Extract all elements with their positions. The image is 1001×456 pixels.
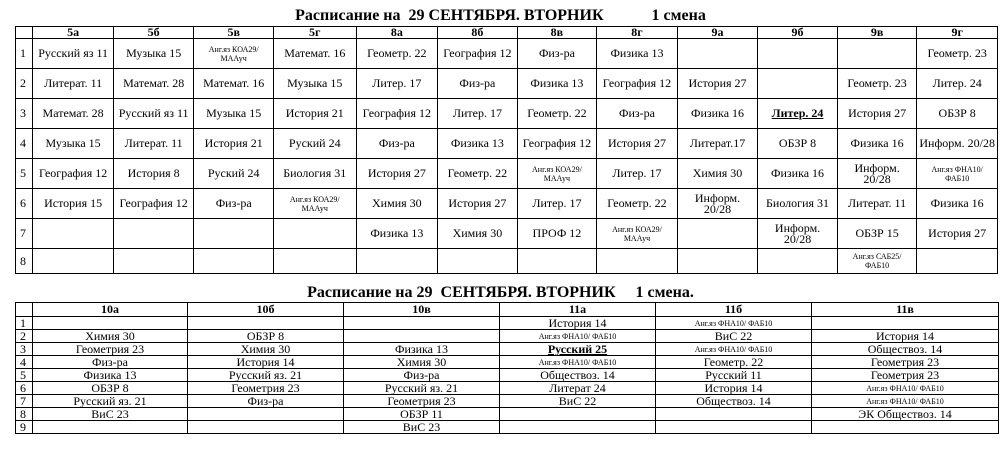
lesson-cell: История 21 — [273, 99, 356, 129]
lesson-cell: Анг.яз ФНА10/ ФАБ10 — [917, 159, 998, 189]
lesson-number: 4 — [16, 356, 33, 369]
lesson-cell: Русский яз. 21 — [33, 395, 188, 408]
lesson-cell: Русский яз. 21 — [344, 382, 500, 395]
lesson-cell: Литер. 17 — [517, 189, 597, 219]
lesson-cell: Литерат.17 — [677, 129, 758, 159]
class-header: 9б — [758, 27, 838, 39]
lesson-cell: ВиС 22 — [500, 395, 656, 408]
class-header: 9в — [837, 27, 917, 39]
lesson-cell: Русский 25 — [500, 343, 656, 356]
lesson-cell: История 27 — [917, 219, 998, 249]
lesson-cell: Физика 16 — [837, 129, 917, 159]
lesson-number: 7 — [16, 219, 33, 249]
table-row — [16, 382, 999, 395]
lesson-cell: История 14 — [188, 356, 344, 369]
table-row — [16, 99, 998, 129]
lesson-cell: История 14 — [812, 330, 999, 343]
lesson-cell: История 27 — [356, 159, 438, 189]
table-row — [16, 159, 998, 189]
lesson-cell: Геометрия 23 — [812, 369, 999, 382]
lesson-cell: Анг.яз САБ25/ ФАБ10 — [837, 249, 917, 274]
lesson-cell — [344, 317, 500, 330]
schedule-table-1 — [15, 26, 998, 274]
lesson-cell — [500, 408, 656, 421]
lesson-number: 5 — [16, 159, 33, 189]
lesson-cell: Анг.яз ФНА10/ ФАБ10 — [500, 330, 656, 343]
class-header: 11а — [500, 303, 656, 317]
lesson-cell: Геометр. 22 — [438, 159, 518, 189]
lesson-cell: География 12 — [597, 69, 678, 99]
lesson-cell: Обществоз. 14 — [656, 395, 812, 408]
lesson-cell — [812, 421, 999, 434]
table-row — [16, 395, 999, 408]
table-row — [16, 39, 998, 69]
lesson-cell: Физика 13 — [597, 39, 678, 69]
schedule-table-2 — [15, 302, 999, 434]
lesson-cell: Анг.яз ФНА10/ ФАБ10 — [656, 317, 812, 330]
lesson-cell: ОБЗР 8 — [917, 99, 998, 129]
lesson-cell: Обществоз. 14 — [500, 369, 656, 382]
lesson-cell: Информ. 20/28 — [917, 129, 998, 159]
lesson-cell: Руский 24 — [273, 129, 356, 159]
lesson-cell — [188, 317, 344, 330]
lesson-cell: Анг.яз КОА29/ МААуч — [194, 39, 274, 69]
class-header: 5а — [33, 27, 114, 39]
class-header: 10в — [344, 303, 500, 317]
header-corner — [16, 303, 33, 317]
lesson-cell: Литерат. 11 — [113, 129, 194, 159]
lesson-cell: Геометрия 23 — [188, 382, 344, 395]
lesson-number: 1 — [16, 317, 33, 330]
lesson-cell: История 27 — [677, 69, 758, 99]
lesson-number: 2 — [16, 330, 33, 343]
lesson-cell — [273, 249, 356, 274]
class-header: 11в — [812, 303, 999, 317]
lesson-cell: Физ-ра — [356, 129, 438, 159]
lesson-cell: Математ. 16 — [273, 39, 356, 69]
lesson-cell: Физика 13 — [438, 129, 518, 159]
lesson-cell: Физ-ра — [194, 189, 274, 219]
lesson-cell: География 12 — [517, 129, 597, 159]
lesson-cell: Физика 13 — [344, 343, 500, 356]
lesson-cell: Физ-ра — [33, 356, 188, 369]
lesson-number: 1 — [16, 39, 33, 69]
lesson-cell: ОБЗР 15 — [837, 219, 917, 249]
table-row — [16, 129, 998, 159]
lesson-cell: География 12 — [438, 39, 518, 69]
table-row — [16, 219, 998, 249]
lesson-cell: Музыка 15 — [33, 129, 114, 159]
lesson-cell: ВиС 23 — [33, 408, 188, 421]
lesson-cell: Геометр. 22 — [597, 189, 678, 219]
lesson-cell: Физика 16 — [917, 189, 998, 219]
lesson-cell: Геометр. 22 — [656, 356, 812, 369]
lesson-cell: История 15 — [33, 189, 114, 219]
lesson-cell: ВиС 23 — [344, 421, 500, 434]
lesson-cell: Анг.яз КОА29/ МААуч — [597, 219, 678, 249]
lesson-cell — [113, 219, 194, 249]
lesson-cell: Русский 11 — [656, 369, 812, 382]
lesson-cell — [656, 408, 812, 421]
lesson-cell: Геометрия 23 — [33, 343, 188, 356]
lesson-cell: Анг.яз КОА29/ МААуч — [273, 189, 356, 219]
lesson-cell: Геометрия 23 — [812, 356, 999, 369]
lesson-cell: Физ-ра — [344, 369, 500, 382]
lesson-cell: Информ. 20/28 — [758, 219, 838, 249]
lesson-cell: География 12 — [113, 189, 194, 219]
lesson-cell: Анг.яз ФНА10/ ФАБ10 — [656, 343, 812, 356]
lesson-number: 8 — [16, 249, 33, 274]
table-row — [16, 317, 999, 330]
lesson-cell: Физика 13 — [517, 69, 597, 99]
lesson-cell: Физика 13 — [356, 219, 438, 249]
lesson-cell — [356, 249, 438, 274]
table-row — [16, 330, 999, 343]
class-header: 8в — [517, 27, 597, 39]
lesson-number: 4 — [16, 129, 33, 159]
lesson-cell — [438, 249, 518, 274]
header-row — [16, 303, 999, 317]
header-row — [16, 27, 998, 39]
header-corner — [16, 27, 33, 39]
lesson-cell: Информ. 20/28 — [837, 159, 917, 189]
lesson-cell: Химия 30 — [356, 189, 438, 219]
lesson-cell: Литер. 17 — [438, 99, 518, 129]
lesson-cell: Литер. 24 — [917, 69, 998, 99]
class-header: 9а — [677, 27, 758, 39]
lesson-cell — [33, 249, 114, 274]
lesson-cell: Физика 16 — [677, 99, 758, 129]
lesson-cell — [677, 39, 758, 69]
lesson-cell: География 12 — [356, 99, 438, 129]
lesson-cell: Геометр. 22 — [356, 39, 438, 69]
lesson-cell: Физ-ра — [438, 69, 518, 99]
lesson-cell: Анг.яз ФНА10/ ФАБ10 — [500, 356, 656, 369]
lesson-cell: История 27 — [597, 129, 678, 159]
lesson-cell — [758, 69, 838, 99]
lesson-cell — [597, 249, 678, 274]
lesson-cell: Литерат. 11 — [33, 69, 114, 99]
lesson-cell — [917, 249, 998, 274]
lesson-cell: География 12 — [33, 159, 114, 189]
class-header: 10б — [188, 303, 344, 317]
lesson-cell: Физ-ра — [597, 99, 678, 129]
lesson-cell — [812, 317, 999, 330]
lesson-cell — [194, 219, 274, 249]
lesson-cell: Физ-ра — [188, 395, 344, 408]
lesson-cell — [33, 317, 188, 330]
class-header: 8б — [438, 27, 518, 39]
lesson-cell: Биология 31 — [758, 189, 838, 219]
lesson-cell: Анг.яз ФНА10/ ФАБ10 — [812, 395, 999, 408]
lesson-cell — [33, 421, 188, 434]
table-row — [16, 421, 999, 434]
lesson-cell: Геометр. 23 — [837, 69, 917, 99]
lesson-cell: Физ-ра — [517, 39, 597, 69]
lesson-cell — [677, 219, 758, 249]
table-row — [16, 356, 999, 369]
lesson-cell: История 14 — [656, 382, 812, 395]
lesson-cell — [194, 249, 274, 274]
lesson-cell: История 27 — [438, 189, 518, 219]
lesson-number: 2 — [16, 69, 33, 99]
lesson-cell: История 27 — [837, 99, 917, 129]
lesson-number: 6 — [16, 189, 33, 219]
lesson-cell: ВиС 22 — [656, 330, 812, 343]
lesson-cell: ОБЗР 8 — [33, 382, 188, 395]
lesson-cell: Физика 13 — [33, 369, 188, 382]
lesson-cell: Обществоз. 14 — [812, 343, 999, 356]
lesson-cell — [656, 421, 812, 434]
lesson-cell: Математ. 16 — [194, 69, 274, 99]
lesson-cell — [758, 39, 838, 69]
lesson-cell — [188, 408, 344, 421]
lesson-number: 9 — [16, 421, 33, 434]
lesson-number: 3 — [16, 99, 33, 129]
lesson-cell: Литер. 24 — [758, 99, 838, 129]
lesson-cell: Биология 31 — [273, 159, 356, 189]
lesson-cell: Физика 16 — [758, 159, 838, 189]
class-header: 9г — [917, 27, 998, 39]
lesson-cell: История 21 — [194, 129, 274, 159]
table-row — [16, 69, 998, 99]
lesson-cell: Химия 30 — [344, 356, 500, 369]
table-row — [16, 189, 998, 219]
lesson-cell: Анг.яз ФНА10/ ФАБ10 — [812, 382, 999, 395]
lesson-cell: ОБЗР 8 — [188, 330, 344, 343]
lesson-cell: История 14 — [500, 317, 656, 330]
lesson-cell: Геометр. 23 — [917, 39, 998, 69]
lesson-cell — [500, 421, 656, 434]
lesson-cell: Химия 30 — [438, 219, 518, 249]
lesson-cell: ОБЗР 8 — [758, 129, 838, 159]
lesson-cell: ПРОФ 12 — [517, 219, 597, 249]
lesson-cell — [113, 249, 194, 274]
lesson-number: 3 — [16, 343, 33, 356]
lesson-cell: Музыка 15 — [194, 99, 274, 129]
lesson-cell: Математ. 28 — [113, 69, 194, 99]
lesson-number: 8 — [16, 408, 33, 421]
lesson-cell: Химия 30 — [33, 330, 188, 343]
lesson-cell — [188, 421, 344, 434]
lesson-cell: Литерат. 11 — [837, 189, 917, 219]
lesson-cell — [273, 219, 356, 249]
lesson-cell: Русский яз 11 — [113, 99, 194, 129]
class-header: 8а — [356, 27, 438, 39]
lesson-cell — [677, 249, 758, 274]
lesson-cell — [344, 330, 500, 343]
lesson-cell: История 8 — [113, 159, 194, 189]
lesson-cell: Руский 24 — [194, 159, 274, 189]
lesson-cell: Русский яз 11 — [33, 39, 114, 69]
lesson-cell: Музыка 15 — [273, 69, 356, 99]
lesson-cell: ЭК Обществоз. 14 — [812, 408, 999, 421]
lesson-cell: Литер. 17 — [356, 69, 438, 99]
lesson-number: 6 — [16, 382, 33, 395]
lesson-number: 7 — [16, 395, 33, 408]
lesson-cell: Литер. 17 — [597, 159, 678, 189]
lesson-cell: Информ. 20/28 — [677, 189, 758, 219]
lesson-cell: Литерат 24 — [500, 382, 656, 395]
class-header: 5г — [273, 27, 356, 39]
lesson-cell: Русский яз. 21 — [188, 369, 344, 382]
lesson-cell: Геометрия 23 — [344, 395, 500, 408]
lesson-cell — [33, 219, 114, 249]
class-header: 5б — [113, 27, 194, 39]
table-row — [16, 249, 998, 274]
class-header: 11б — [656, 303, 812, 317]
lesson-cell — [837, 39, 917, 69]
lesson-cell: Музыка 15 — [113, 39, 194, 69]
table-row — [16, 343, 999, 356]
lesson-cell — [517, 249, 597, 274]
class-header: 8г — [597, 27, 678, 39]
lesson-cell: ОБЗР 11 — [344, 408, 500, 421]
lesson-cell: Анг.яз КОА29/ МААуч — [517, 159, 597, 189]
table-row — [16, 408, 999, 421]
schedule-title-1: Расписание на 29 СЕНТЯБРЯ. ВТОРНИК 1 смена — [295, 7, 706, 24]
table-row — [16, 369, 999, 382]
lesson-cell: Геометр. 22 — [517, 99, 597, 129]
schedule-title-2: Расписание на 29 СЕНТЯБРЯ. ВТОРНИК 1 смена. — [307, 284, 694, 301]
lesson-cell: Химия 30 — [188, 343, 344, 356]
lesson-cell — [758, 249, 838, 274]
lesson-cell: Математ. 28 — [33, 99, 114, 129]
class-header: 5в — [194, 27, 274, 39]
lesson-number: 5 — [16, 369, 33, 382]
lesson-cell: Химия 30 — [677, 159, 758, 189]
class-header: 10а — [33, 303, 188, 317]
